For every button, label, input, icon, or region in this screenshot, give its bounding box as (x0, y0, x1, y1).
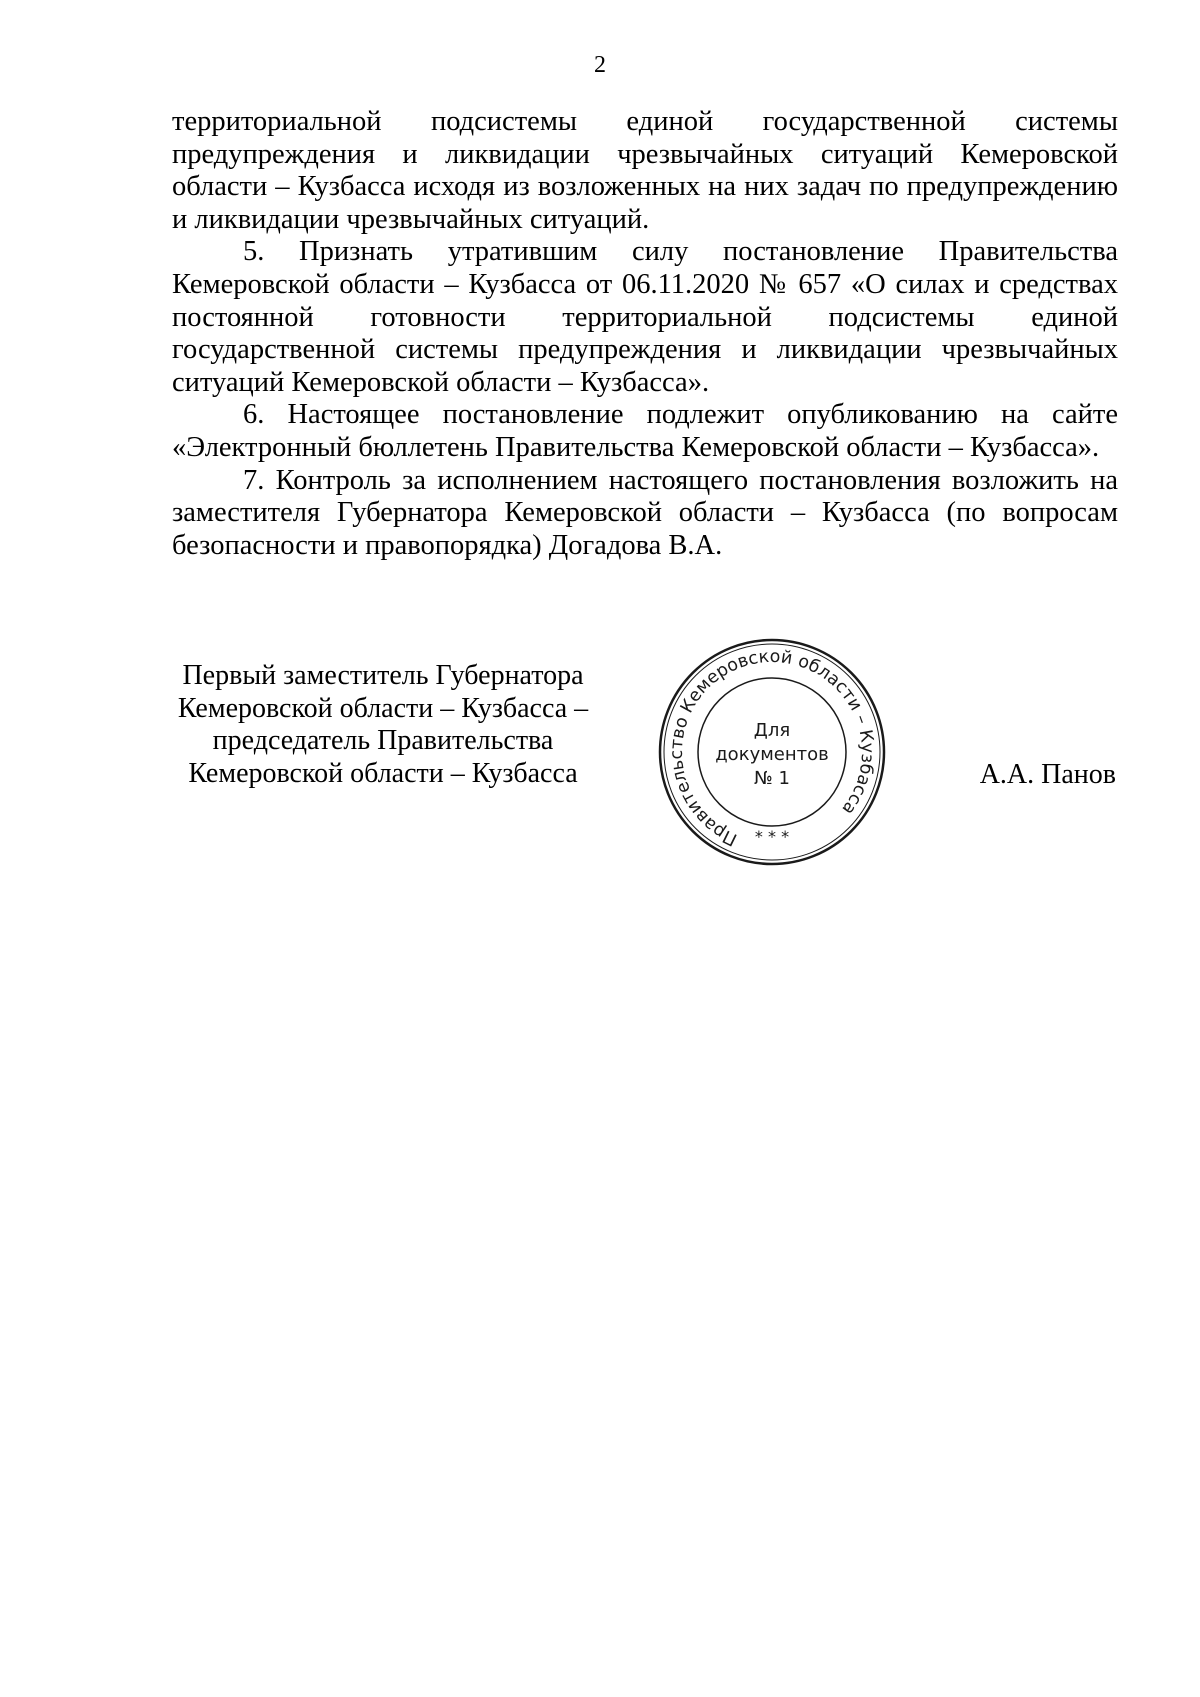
seal-center-line: Для (753, 720, 791, 741)
paragraph-item-6: 6. Настоящее постановление подлежит опубликованию на сайте «Электронный бюллетень Правительства Кемеровской области – Кузбасса». (172, 399, 1118, 463)
seal-stars: * * * (754, 827, 790, 846)
page-number: 2 (594, 52, 606, 78)
paragraph-item-7: 7. Контроль за исполнением настоящего постановления возложить на заместителя Губернатора Кемеровской области – Кузбасса (по вопросам безопасности и правопорядка) Догадова В.А. (172, 464, 1118, 561)
seal-center-line: документов (715, 744, 829, 765)
seal-graphic (656, 636, 888, 868)
signer-name: А.А. Панов (979, 759, 1116, 790)
signer-position-line: председатель Правительства (212, 725, 554, 756)
paragraph-continuation: территориальной подсистемы единой государственной системы предупреждения и ликвидации чрезвычайных ситуаций Кемеровской области – Кузбасса исходя из возложенных на них задач по предупреждению и ликвидации чрезвычайных ситуаций. (172, 106, 1118, 235)
seal-center-line: № 1 (754, 768, 790, 789)
signer-position-line: Кемеровской области – Кузбасса – (177, 692, 589, 724)
signer-position-line: Кемеровской области – Кузбасса (188, 757, 578, 789)
document-body (172, 106, 1118, 562)
seal-ring-text: Правительство Кемеровской области – Кузбасса (666, 646, 878, 850)
official-seal (656, 636, 888, 868)
signer-position-line: Первый заместитель Губернатора (182, 660, 584, 691)
signer-position (168, 660, 598, 790)
paragraph-item-5: 5. Признать утратившим силу постановление Правительства Кемеровской области – Кузбасса от 06.11.2020 № 657 «О силах и средствах постоянной готовности территориальной подсистемы единой государственной системы предупреждения и ликвидации чрезвычайных ситуаций Кемеровской области – Кузбасса». (172, 236, 1118, 398)
